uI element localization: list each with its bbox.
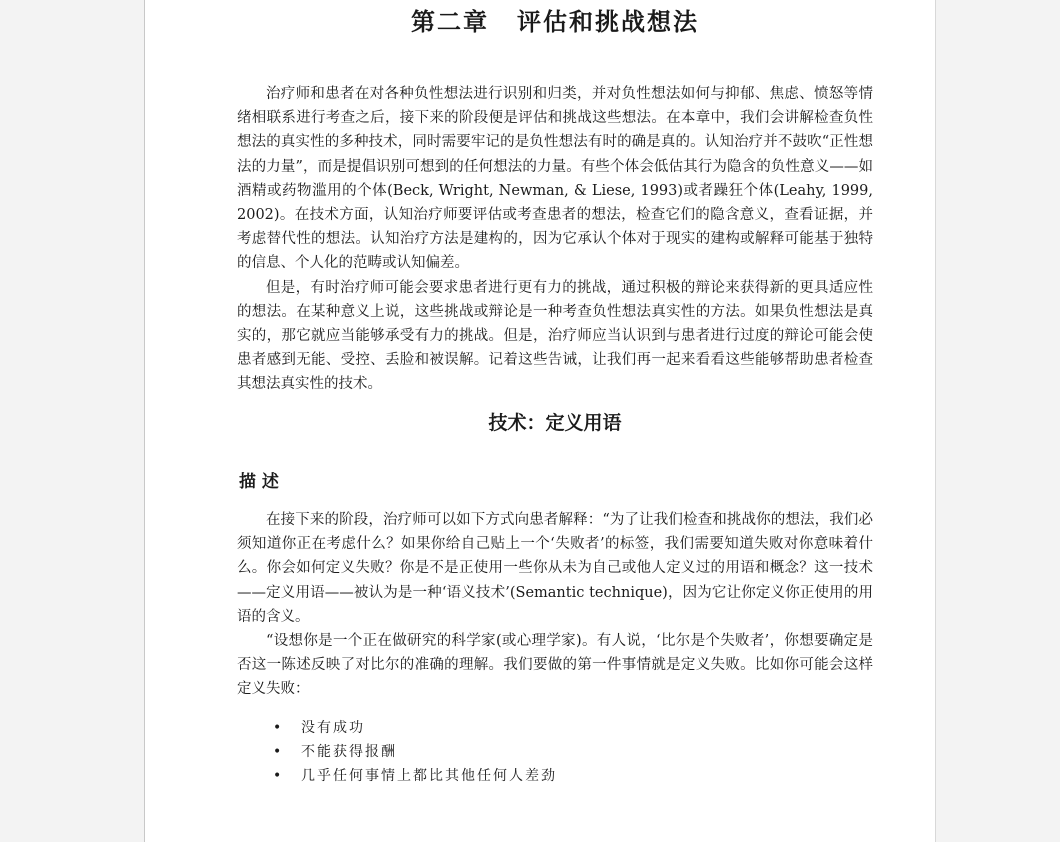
description-heading: 描 述 [239,472,279,492]
list-item-text: 没有成功 [301,720,365,736]
list-item [273,716,557,740]
chapter-number: 第二章 [411,7,489,36]
failure-definition-list [273,716,557,788]
intro-section [237,82,873,397]
bullet-icon: • [273,744,284,760]
chapter-title [237,4,873,40]
intro-paragraph: 但是，有时治疗师可能会要求患者进行更有力的挑战，通过积极的辩论来获得新的更具适应性的想法。在某种意义上说，这些挑战或辩论是一种考查负性想法真实性的方法。如果负性想法是真实的，那它就应当能够承受有力的挑战。但是，治疗师应当认识到与患者进行过度的辩论可能会使患者感到无能、受控、丢脸和被误解。记着这些告诫，让我们再一起来看看这些能够帮助患者检查其想法真实性的技术。 [237,279,873,393]
description-section [237,508,873,702]
list-item [273,764,557,788]
description-paragraph: “设想你是一个正在做研究的科学家(或心理学家)。有人说，‘比尔是个失败者’，你想要确定是否这一陈述反映了对比尔的准确的理解。我们要做的第一件事情就是定义失败。比如你可能会这样定义失败： [237,633,873,698]
bullet-icon: • [273,720,284,736]
bullet-icon: • [273,768,284,784]
chapter-name: 评估和挑战想法 [517,7,699,36]
description-paragraph: 在接下来的阶段，治疗师可以如下方式向患者解释：“为了让我们检查和挑战你的想法，我们必须知道你正在考虑什么？如果你给自己贴上一个‘失败者’的标签，我们需要知道失败对你意味着什么。你会如何定义失败？你是不是正使用一些你从未为自己或他人定义过的用语和概念？这一技术——定义用语——被认为是一种‘语义技术’(Semantic technique)，因为它让你定义你正使用的用语的含义。 [237,512,873,625]
document-page [144,0,936,842]
list-item-text: 不能获得报酬 [301,744,397,760]
list-item-text: 几乎任何事情上都比其他任何人差劲 [301,768,557,784]
list-item [273,740,557,764]
section-title: 技术：定义用语 [488,412,622,434]
intro-paragraph: 治疗师和患者在对各种负性想法进行识别和归类，并对负性想法如何与抑郁、焦虑、愤怒等情绪相联系进行考查之后，接下来的阶段便是评估和挑战这些想法。在本章中，我们会讲解检查负性想法的真实性的多种技术，同时需要牢记的是负性想法有时的确是真的。认知治疗并不鼓吹“正性想法的力量”，而是提倡识别可想到的任何想法的力量。有些个体会低估其行为隐含的负性意义——如酒精或药物滥用的个体(Beck, Wright, Newman, & Liese, 1993)或者躁狂个体(Leahy, 1999, 2002)。在技术方面，认知治疗师要评估或考查患者的想法，检查它们的隐含意义，查看证据，并考虑替代性的想法。认知治疗方法是建构的，因为它承认个体对于现实的建构或解释可能基于独特的信息、个人化的范畴或认知偏差。 [237,86,873,272]
